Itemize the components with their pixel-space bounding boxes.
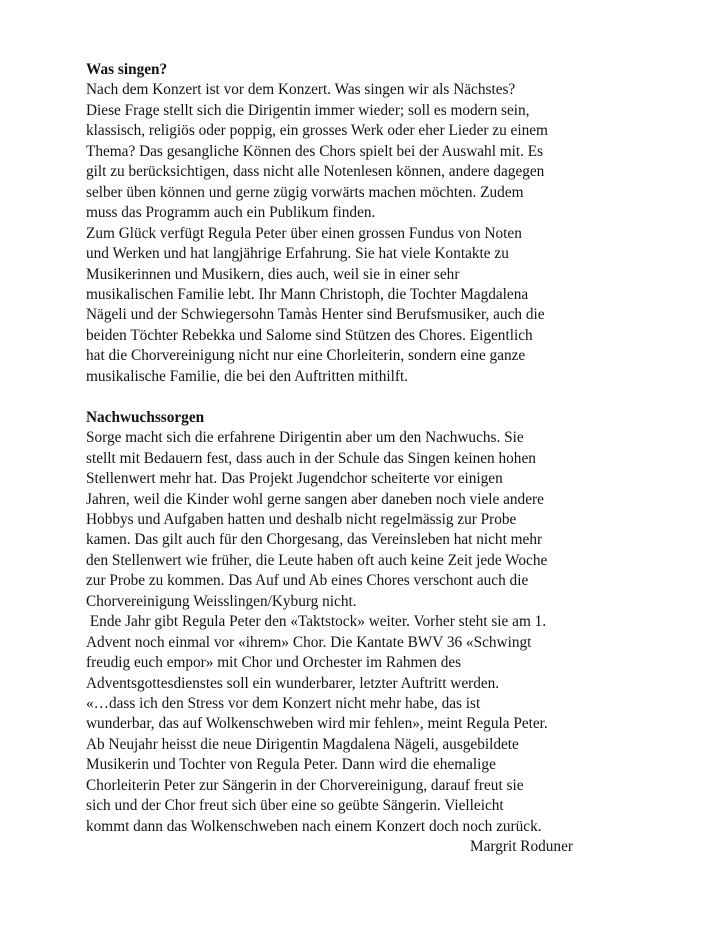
- text-line: Advent noch einmal vor «ihrem» Chor. Die Kantate BWV 36 «Schwingt: [86, 633, 532, 651]
- text-line: Nägeli und der Schwiegersohn Tamàs Henter sind Berufsmusiker, auch die: [86, 306, 545, 324]
- text-line: Thema? Das gesangliche Können des Chors spielt bei der Auswahl mit. Es: [86, 142, 544, 160]
- text-line: Musikerinnen und Musikern, dies auch, weil sie in einer sehr: [86, 265, 460, 283]
- section-heading: Was singen?: [86, 61, 168, 78]
- text-line: Musikerin und Tochter von Regula Peter. Dann wird die ehemalige: [86, 756, 496, 774]
- document-page: [86, 60, 646, 858]
- text-line: zur Probe zu kommen. Das Auf und Ab eines Chores verschont auch die: [86, 572, 529, 590]
- text-line: stellt mit Bedauern fest, dass auch in der Schule das Singen keinen hohen: [86, 449, 536, 467]
- section-heading: Nachwuchssorgen: [86, 408, 205, 426]
- text-line: kamen. Das gilt auch für den Chorgesang, das Vereinsleben hat nicht mehr: [86, 531, 543, 549]
- text-line: Ab Neujahr heisst die neue Dirigentin Magdalena Nägeli, ausgebildete: [86, 735, 519, 753]
- text-line: beiden Töchter Rebekka und Salome sind Stützen des Chores. Eigentlich: [86, 326, 533, 344]
- text-line: klassisch, religiös oder poppig, ein grosses Werk oder eher Lieder zu einem: [86, 122, 548, 140]
- text-line: sich und der Chor freut sich über eine so geübte Sängerin. Vielleicht: [86, 797, 504, 815]
- text-line: Ende Jahr gibt Regula Peter den «Taktstock» weiter. Vorher steht sie am 1.: [86, 613, 547, 631]
- author-signature: Margrit Roduner: [470, 838, 573, 856]
- text-line: selber üben können und gerne zügig vorwärts machen möchten. Zudem: [86, 183, 524, 201]
- text-line: musikalischen Familie lebt. Ihr Mann Christoph, die Tochter Magdalena: [86, 285, 529, 303]
- text-line: Sorge macht sich die erfahrene Dirigentin aber um den Nachwuchs. Sie: [86, 429, 524, 447]
- text-line: wunderbar, das auf Wolkenschweben wird mir fehlen», meint Regula Peter.: [86, 715, 548, 733]
- text-line: Hobbys und Aufgaben hatten und deshalb nicht regelmässig zur Probe: [86, 510, 517, 528]
- section-nachwuchssorgen: [86, 408, 646, 838]
- text-line: Adventsgottesdienstes soll ein wunderbarer, letzter Auftritt werden.: [86, 674, 500, 692]
- text-line: und Werken und hat langjährige Erfahrung. Sie hat viele Kontakte zu: [86, 245, 509, 263]
- text-line: Chorleiterin Peter zur Sängerin in der Chorvereinigung, darauf freut sie: [86, 776, 524, 794]
- text-line: gilt zu berücksichtigen, dass nicht alle Notenlesen können, andere dagegen: [86, 163, 545, 181]
- text-line: kommt dann das Wolkenschweben nach einem Konzert doch noch zurück.: [86, 817, 542, 835]
- text-line: Jahren, weil die Kinder wohl gerne sangen aber daneben noch viele andere: [86, 490, 544, 508]
- text-line: Nach dem Konzert ist vor dem Konzert. Was singen wir als Nächstes?: [86, 81, 516, 99]
- text-line: muss das Programm auch ein Publikum finden.: [86, 204, 376, 222]
- text-line: Stellenwert mehr hat. Das Projekt Jugendchor scheiterte vor einigen: [86, 470, 503, 488]
- text-line: «…dass ich den Stress vor dem Konzert nicht mehr habe, das ist: [86, 695, 481, 713]
- paragraph-spacer: [86, 387, 646, 407]
- text-line: musikalische Familie, die bei den Auftritten mithilft.: [86, 367, 409, 385]
- text-line: freudig euch empor» mit Chor und Orchester im Rahmen des: [86, 654, 462, 672]
- section-was-singen: [86, 60, 646, 387]
- text-line: hat die Chorvereinigung nicht nur eine Chorleiterin, sondern eine ganze: [86, 347, 526, 365]
- text-line: Zum Glück verfügt Regula Peter über einen grossen Fundus von Noten: [86, 224, 522, 242]
- text-line: Chorvereinigung Weisslingen/Kyburg nicht.: [86, 592, 357, 610]
- text-line: den Stellenwert wie früher, die Leute haben oft auch keine Zeit jede Woche: [86, 551, 548, 569]
- text-line: Diese Frage stellt sich die Dirigentin immer wieder; soll es modern sein,: [86, 101, 530, 119]
